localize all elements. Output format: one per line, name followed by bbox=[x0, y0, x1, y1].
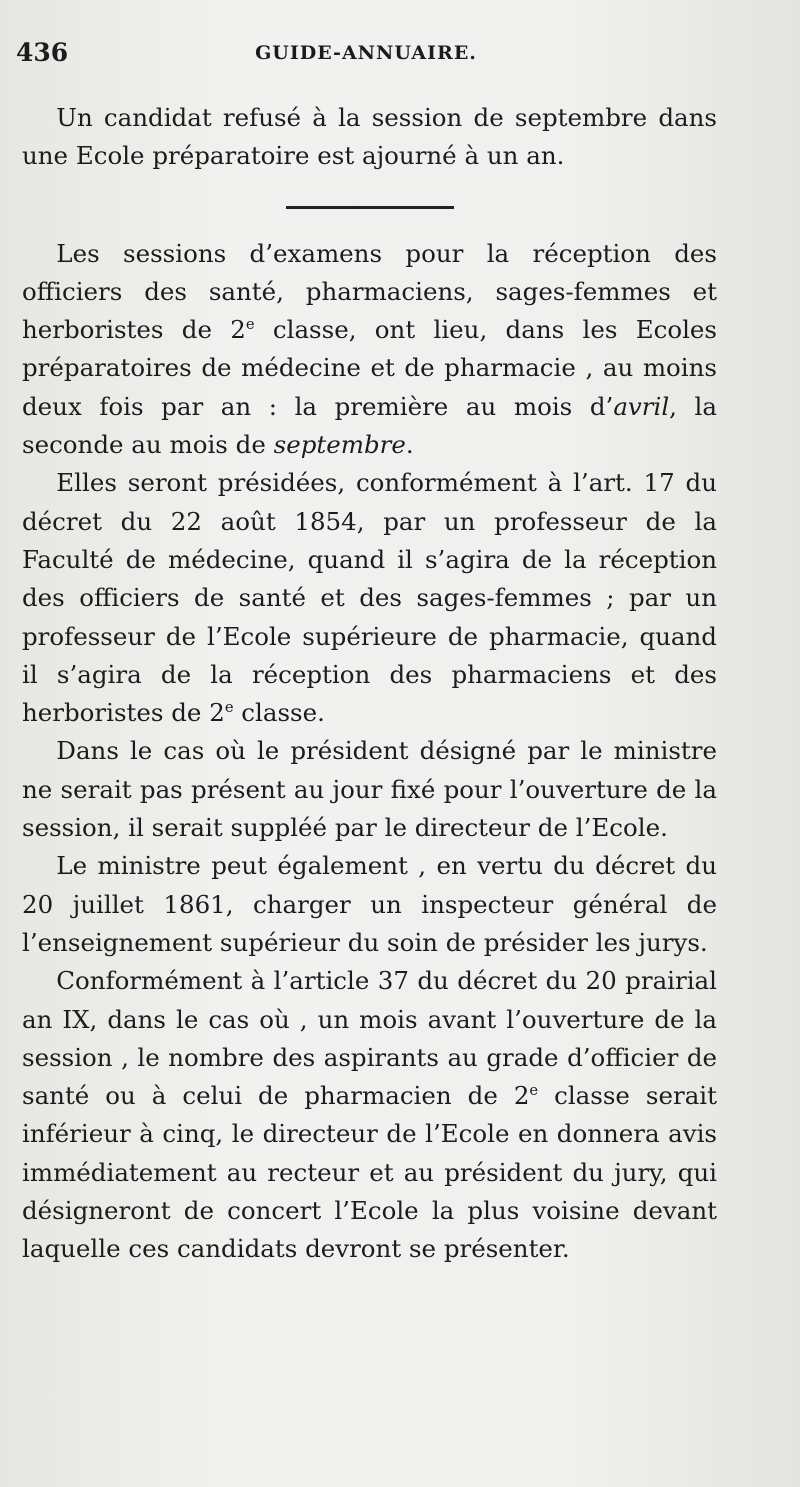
paragraph-article-37 bbox=[22, 962, 717, 1268]
paragraph-inspecteur-general: Le ministre peut également , en vertu du décret du 20 juillet 1861, charger un inspecteur général de l’enseignement supérieur du soin de présider les jurys. bbox=[22, 851, 717, 957]
paragraph-text: . bbox=[405, 430, 414, 460]
paragraph-presidence bbox=[22, 464, 717, 732]
paragraph-text: classe. bbox=[233, 698, 325, 728]
paragraph-suppleance: Dans le cas où le président désigné par le ministre ne serait pas présent au jour fixé pour l’ouverture de la session, il serait suppléé par le directeur de l’Ecole. bbox=[22, 736, 717, 843]
month-septembre: septembre bbox=[273, 430, 406, 460]
paragraph-sessions-examens bbox=[22, 235, 717, 465]
paragraph-text: Elles seront présidées, conformément à l’art. 17 du décret du 22 août 1854, par un professeur de la Faculté de médecine, quand il s’agira de la réception des officiers de santé et des sages-femmes ; par un professeur de l’Ecole supérieure de pharmacie, quand il s’agira de la réception des pharmaciens et des herboristes de 2 bbox=[22, 468, 717, 728]
paragraph-text: classe, ont lieu, dans les Ecoles préparatoires de médecine et de pharmacie , au moins deux fois par an : la première au mois d’ bbox=[22, 315, 718, 421]
paragraph-candidat-refuse: Un candidat refusé à la session de septembre dans une Ecole préparatoire est ajourné à un an. bbox=[22, 103, 717, 171]
month-avril: avril bbox=[613, 391, 670, 421]
ordinal-superscript: e bbox=[529, 1081, 539, 1099]
page-number: 436 bbox=[16, 38, 69, 67]
paragraph-text: classe serait inférieur à cinq, le directeur de l’Ecole en donnera avis immédiatement au recteur et au président du jury, qui désigneront de concert l’Ecole la plus voisine devant laquelle ces candidats devront se présenter. bbox=[22, 1081, 717, 1264]
ordinal-superscript: e bbox=[245, 316, 255, 334]
body-text bbox=[22, 99, 717, 1269]
page-header bbox=[16, 38, 716, 78]
section-divider bbox=[286, 206, 454, 209]
paragraph-text: Conformément à l’article 37 du décret du 20 prairial an IX, dans le cas où , un mois avant l’ouverture de la session , le nombre des aspirants au grade d’officier de santé ou à celui de pharmacien de 2 bbox=[22, 966, 717, 1111]
paragraph-text: Les sessions d’examens pour la réception des officiers des santé, pharmaciens, sages-femmes et herboristes de 2 bbox=[22, 238, 717, 345]
running-title: GUIDE-ANNUAIRE. bbox=[255, 42, 477, 64]
paragraph-text: , la seconde au mois de bbox=[22, 391, 717, 460]
ordinal-superscript: e bbox=[224, 699, 234, 716]
